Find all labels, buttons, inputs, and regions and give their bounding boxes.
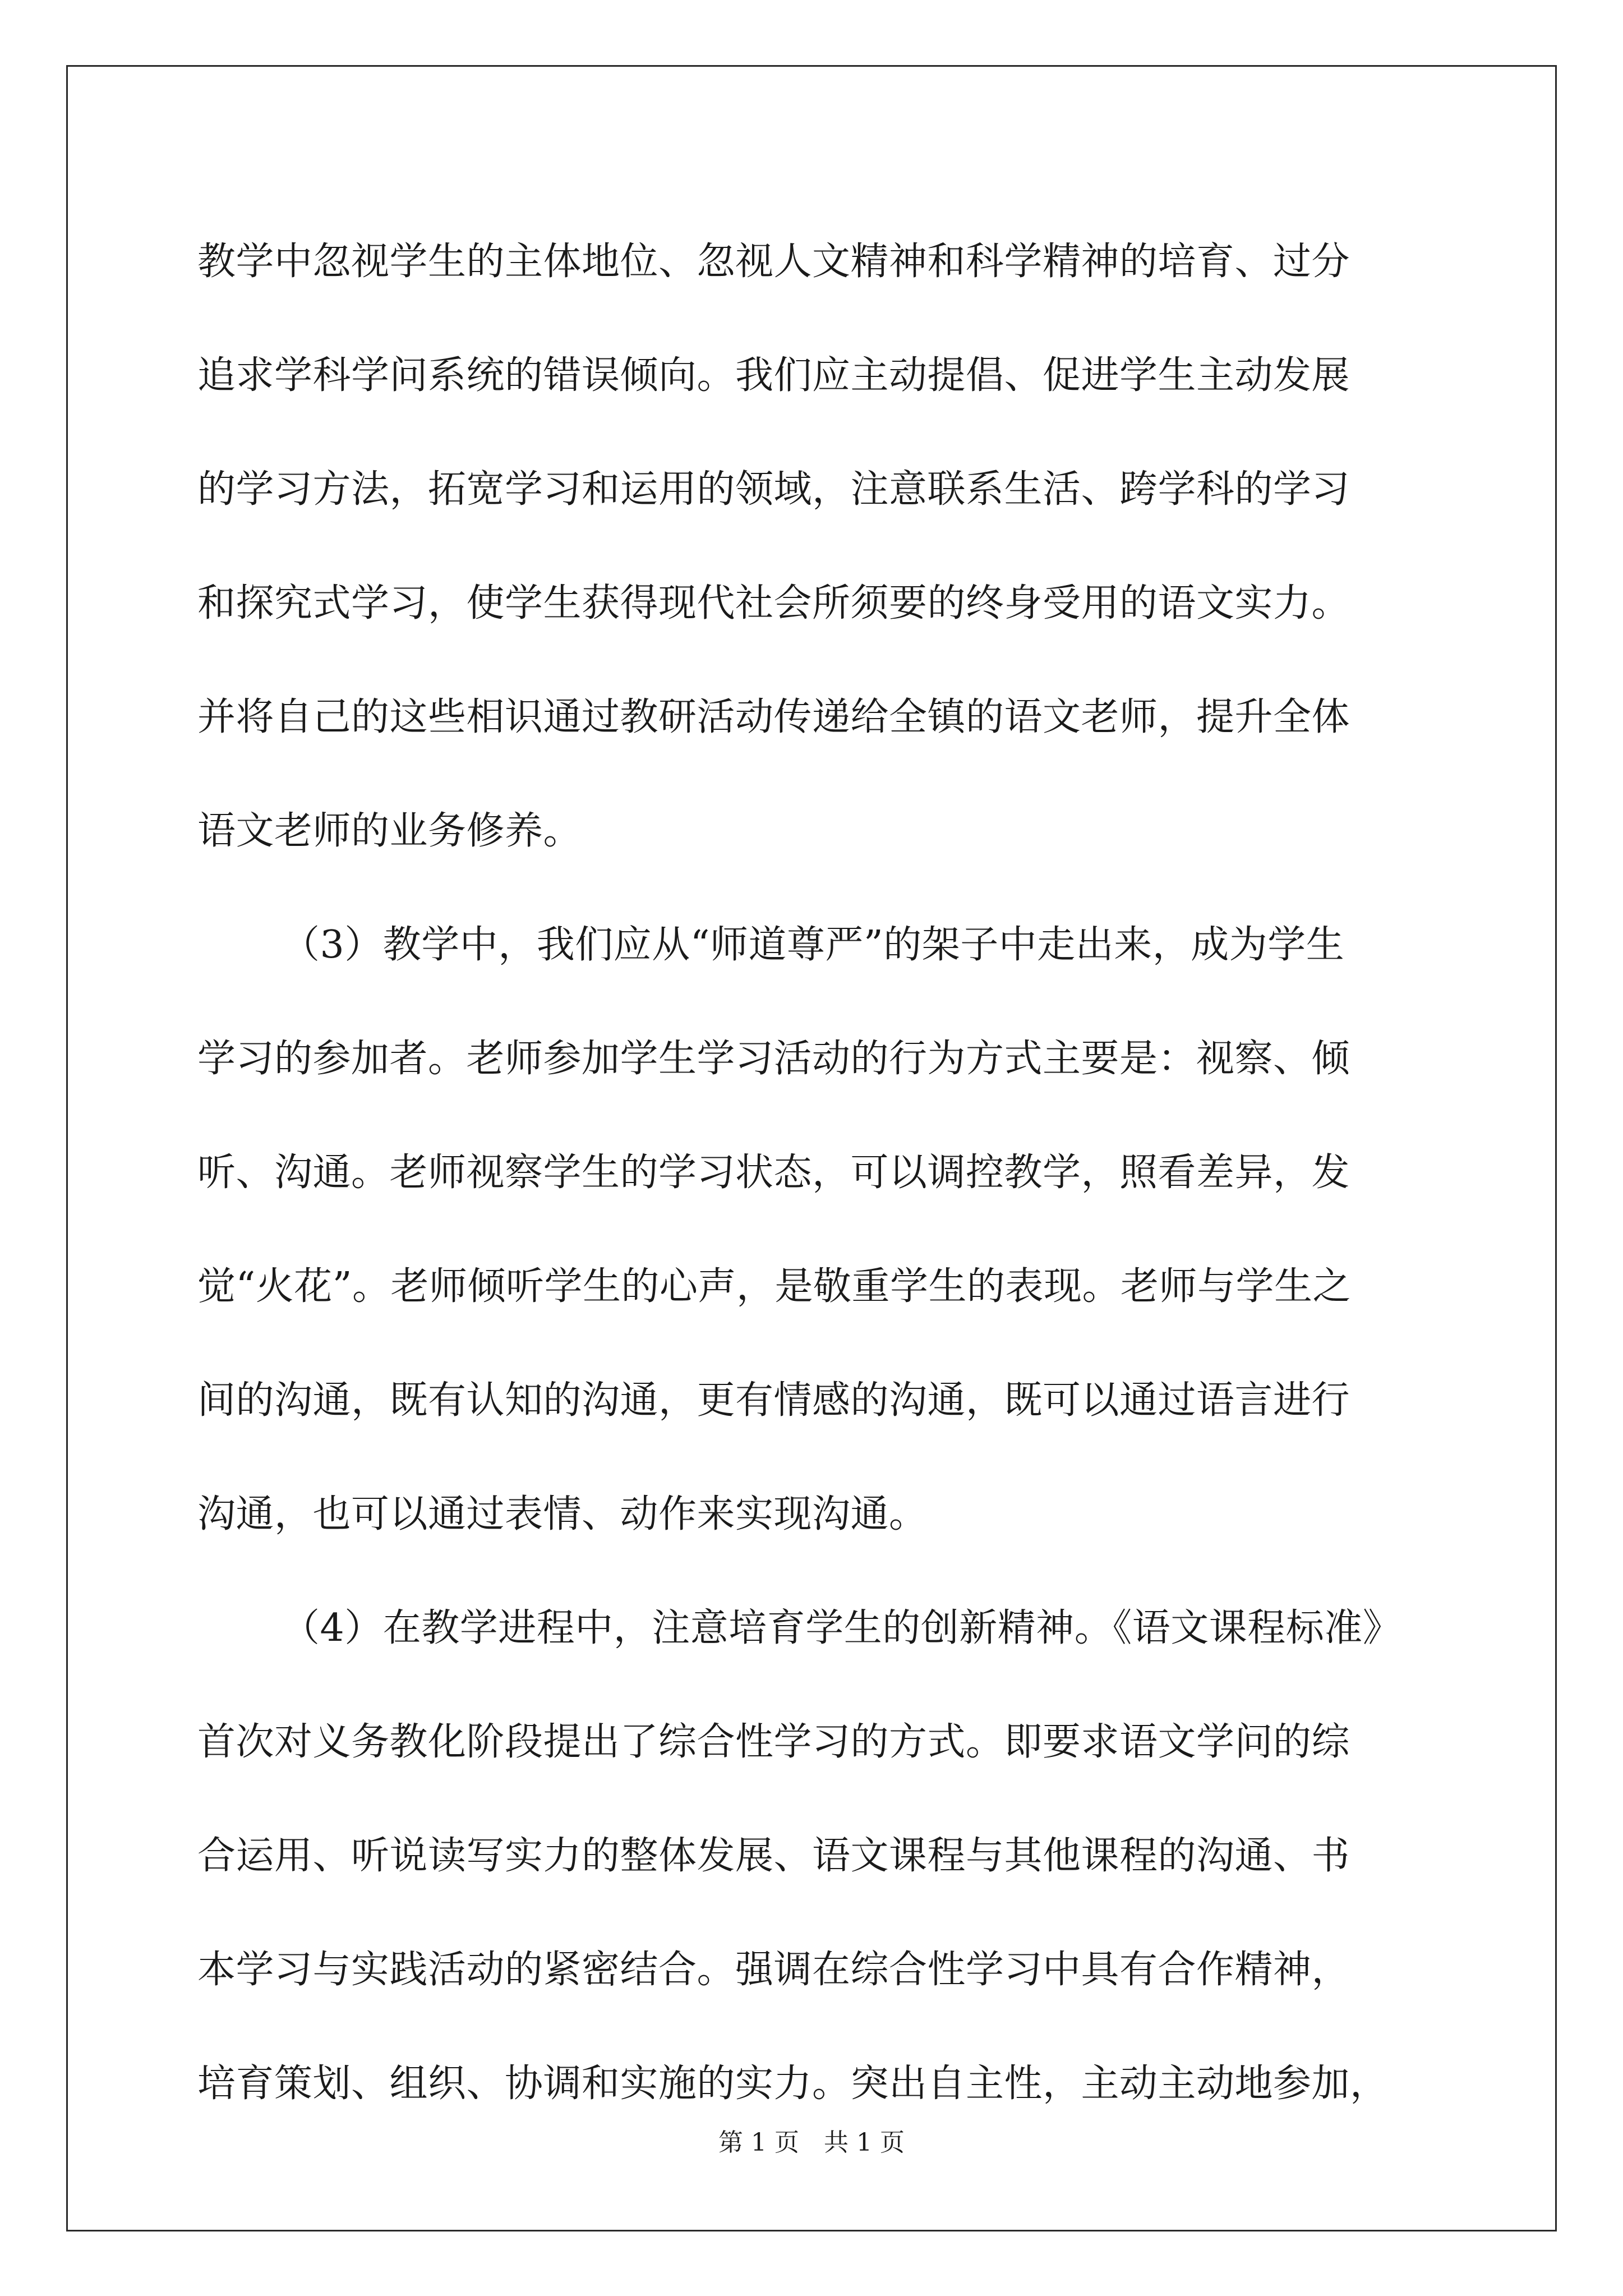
- text-line: 觉“火花”。老师倾听学生的心声，是敬重学生的表现。老师与学生之: [197, 1264, 1352, 1309]
- text-line: 首次对义务教化阶段提出了综合性学习的方式。即要求语文学问的综: [197, 1720, 1350, 1764]
- text-line: （4）在教学进程中，注意培育学生的创新精神。《语文课程标准》: [282, 1606, 1401, 1650]
- text-line: 学习的参加者。老师参加学生学习活动的行为方式主要是：视察、倾: [197, 1037, 1350, 1081]
- text-line: （3）教学中，我们应从“师道尊严”的架子中走出来，成为学生: [282, 923, 1345, 967]
- text-line: 沟通，也可以通过表情、动作来实现沟通。: [197, 1492, 928, 1536]
- text-line: 语文老师的业务修养。: [197, 809, 582, 853]
- text-line: 和探究式学习，使学生获得现代社会所须要的终身受用的语文实力。: [197, 581, 1350, 625]
- text-line: 并将自己的这些相识通过教研活动传递给全镇的语文老师，提升全体: [197, 695, 1350, 739]
- text-line: 本学习与实践活动的紧密结合。强调在综合性学习中具有合作精神，: [197, 1948, 1350, 1992]
- text-line: 教学中忽视学生的主体地位、忽视人文精神和科学精神的培育、过分: [197, 240, 1350, 284]
- text-line: 间的沟通，既有认知的沟通，更有情感的沟通，既可以通过语言进行: [197, 1378, 1350, 1423]
- text-line: 的学习方法，拓宽学习和运用的领域，注意联系生活、跨学科的学习: [197, 467, 1350, 512]
- text-line: 合运用、听说读写实力的整体发展、语文课程与其他课程的沟通、书: [197, 1834, 1350, 1878]
- document-body: [197, 205, 1431, 2141]
- page-number-footer: 第 1 页 共 1 页: [718, 2128, 905, 2157]
- text-line: 追求学科学问系统的错误倾向。我们应主动提倡、促进学生主动发展: [197, 353, 1350, 398]
- text-line: 听、沟通。老师视察学生的学习状态，可以调控教学，照看差异，发: [197, 1151, 1350, 1195]
- text-line: 培育策划、组织、协调和实施的实力。突出自主性，主动主动地参加，: [197, 2062, 1389, 2106]
